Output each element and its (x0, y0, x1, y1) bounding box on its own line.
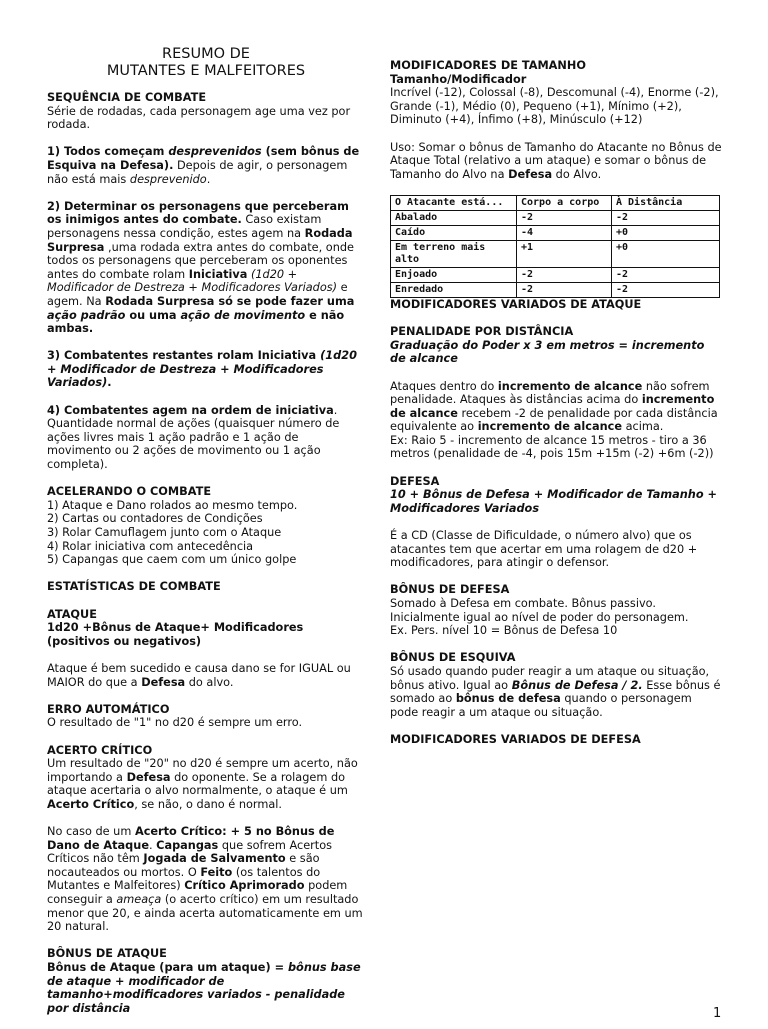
step-1: 1) Todos começam desprevenidos (sem bônus de Esquiva na Defesa). Depois de agir, o personagem não está mais desprevenido. (47, 145, 360, 186)
table-header-row (391, 195, 720, 210)
size-modifiers-heading: MODIFICADORES DE TAMANHO (390, 59, 586, 72)
table-cell: -4 (517, 225, 612, 240)
list-item: 4) Rolar iniciativa com antecedência (47, 539, 254, 553)
page-number: 1 (713, 1006, 722, 1021)
dodge-bonus-text: Só usado quando puder reagir a um ataque ou situação, bônus ativo. Igual ao Bônus de Defesa / 2. Esse bônus é somado ao bônus de defesa quando o personagem pode reagir a um ataque ou situação. (390, 664, 721, 719)
list-item: 3) Rolar Camuflagem junto com o Ataque (47, 526, 282, 539)
title-line-2: MUTANTES E MALFEITORES (106, 63, 306, 79)
range-formula: Graduação do Poder x 3 em metros = incremento de alcance (390, 338, 705, 366)
left-column (47, 46, 365, 1029)
attack-bonus-text: Bônus de Ataque (para um ataque) = bônus base de ataque + modificador de tamanho+modificadores variados - penalidade por distância (47, 961, 361, 1015)
auto-miss-text: O resultado de "1" no d20 é sempre um erro. (47, 716, 303, 730)
table-row (391, 210, 720, 225)
auto-miss-heading: ERRO AUTOMÁTICO (47, 702, 170, 716)
list-item: 5) Capangas que caem com um único golpe (47, 553, 297, 567)
size-usage: Uso: Somar o bônus de Tamanho do Atacante no Bônus de Ataque Total (relativo a um ataque) e somar o bônus de Tamanho do Alvo na Defesa do Alvo. (390, 140, 722, 181)
step-3: 3) Combatentes restantes rolam Iniciativa (1d20 + Modificador de Destreza + Modificadores Variados). (47, 349, 357, 390)
variable-attack-modifiers-heading: MODIFICADORES VARIADOS DE ATAQUE (390, 297, 642, 311)
document-title (47, 46, 365, 80)
combat-stats-heading: ESTATÍSTICAS DE COMBATE (47, 580, 221, 594)
variable-defense-modifiers-heading: MODIFICADORES VARIADOS DE DEFESA (390, 732, 641, 746)
table-cell: -2 (612, 210, 720, 225)
list-item: 1) Ataque e Dano rolados ao mesmo tempo. (47, 498, 298, 512)
table-cell: Enjoado (391, 267, 517, 282)
defense-bonus-text: Somado à Defesa em combate. Bônus passivo. Inicialmente igual ao nível de poder do personagem. (390, 597, 689, 624)
size-list: Incrível (-12), Colossal (-8), Descomunal (-4), Enorme (-2), Grande (-1), Médio (0), Pequeno (+1), Mínimo (+2), Diminuto (+4), Ínfimo (+8), Minúsculo (+12) (390, 86, 719, 127)
table-cell: +0 (612, 240, 720, 267)
dodge-bonus-heading: BÔNUS DE ESQUIVA (390, 651, 516, 665)
range-penalty-heading: PENALIDADE POR DISTÂNCIA (390, 325, 574, 339)
table-row (391, 225, 720, 240)
table-row (391, 240, 720, 267)
table-cell: -2 (612, 267, 720, 282)
defense-bonus-example: Ex. Pers. nível 10 = Bônus de Defesa 10 (390, 624, 618, 638)
table-cell: Em terreno mais alto (391, 240, 517, 267)
table-header: À Distância (612, 195, 720, 210)
critical-heading: ACERTO CRÍTICO (47, 743, 153, 757)
attack-heading: ATAQUE (47, 607, 97, 621)
table-row (391, 282, 720, 297)
table-cell: -2 (517, 282, 612, 297)
range-text: Ataques dentro do incremento de alcance não sofrem penalidade. Ataques às distâncias acima do incremento de alcance recebem -2 de penalidade por cada distância equivalente ao incremento de alcance acima. (390, 379, 718, 434)
table-row (391, 267, 720, 282)
sequence-heading: SEQUÊNCIA DE COMBATE (47, 91, 207, 104)
title-line-1: RESUMO DE (162, 46, 250, 62)
sequence-intro: Série de rodadas, cada personagem age uma vez por rodada. (47, 104, 351, 132)
attack-text: Ataque é bem sucedido e causa dano se for IGUAL ou MAIOR do que a Defesa do alvo. (47, 661, 351, 689)
defense-bonus-heading: BÔNUS DE DEFESA (390, 583, 510, 597)
step-4: 4) Combatentes agem na ordem de iniciativa. Quantidade normal de ações (quaisquer número de ações livres mais 1 ação padrão e 1 ação de movimento ou 2 ações de movimento ou 1 ação completa). (47, 403, 340, 472)
attack-formula: 1d20 +Bônus de Ataque+ Modificadores (positivos ou negativos) (47, 621, 304, 648)
defense-text: É a CD (Classe de Dificuldade, o número alvo) que os atacantes tem que acertar em uma rolagem de d20 + modificadores, para atingir o defensor. (390, 529, 698, 570)
table-cell: Caído (391, 225, 517, 240)
accelerating-list (47, 499, 365, 567)
table-cell: -2 (517, 210, 612, 225)
list-item: 2) Cartas ou contadores de Condições (47, 512, 263, 526)
table-cell: +0 (612, 225, 720, 240)
table-header: Corpo a corpo (517, 195, 612, 210)
critical-text: Um resultado de "20" no d20 é sempre um acerto, não importando a Defesa do oponente. Se a rolagem do ataque acertaria o alvo normalmente, o ataque é um Acerto Crítico, se não, o dano é normal. (47, 757, 358, 811)
step-2: 2) Determinar os personagens que perceberam os inimigos antes do combate. Caso existam personagens nessa condição, estes agem na Rodada Surpresa ,uma rodada extra antes do combate, onde todos os personagens que perceberam os oponentes antes do combate rolam Iniciativa (1d20 + Modificador de Destreza + Modificadores Variados) e agem. Na Rodada Surpresa só se pode fazer uma ação padrão ou uma ação de movimento e não ambas. (47, 199, 355, 336)
attack-bonus-heading: BÔNUS DE ATAQUE (47, 947, 167, 961)
table-header: O Atacante está... (391, 195, 517, 210)
table-cell: Enredado (391, 282, 517, 297)
right-column (390, 59, 722, 747)
condition-table (390, 195, 720, 298)
critical-details: No caso de um Acerto Crítico: + 5 no Bônus de Dano de Ataque. Capangas que sofrem Acertos Críticos não têm Jogada de Salvamento e são nocauteados ou mortos. O Feito (os talentos do Mutantes e Malfeitores) Crítico Aprimorado podem conseguir a ameaça (o acerto crítico) em um resultado menor que 20, e ainda acerta automaticamente em um 20 natural. (47, 825, 363, 934)
range-example: Ex: Raio 5 - incremento de alcance 15 metros - tiro a 36 metros (penalidade de -4, pois 15m +15m (-2) +6m (-2)) (390, 433, 714, 461)
table-cell: +1 (517, 240, 612, 267)
table-cell: -2 (517, 267, 612, 282)
defense-formula: 10 + Bônus de Defesa + Modificador de Tamanho + Modificadores Variados (390, 488, 717, 515)
table-cell: Abalado (391, 210, 517, 225)
defense-heading: DEFESA (390, 474, 440, 488)
accelerating-heading: ACELERANDO O COMBATE (47, 485, 212, 499)
table-cell: -2 (612, 282, 720, 297)
size-subheading: Tamanho/Modificador (390, 72, 527, 86)
